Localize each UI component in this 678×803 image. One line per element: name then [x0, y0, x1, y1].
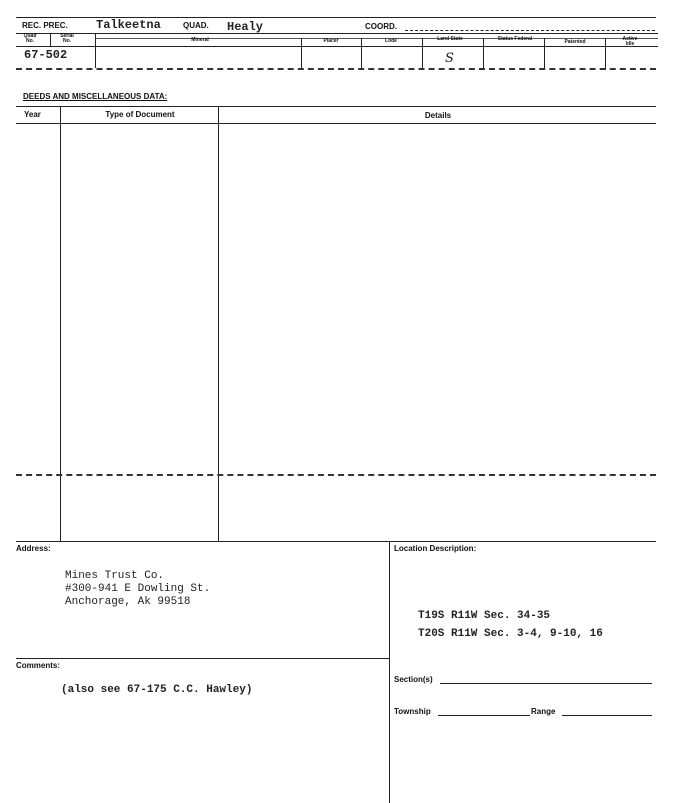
col-type-of-document: Type of Document	[105, 110, 175, 119]
column-header-bottom	[16, 46, 658, 47]
deeds-title: DEEDS AND MISCELLANEOUS DATA:	[23, 92, 168, 101]
record-row-dashed-rule	[16, 68, 656, 70]
deeds-header-bottom	[16, 123, 656, 124]
divider-land-state	[483, 38, 484, 70]
col-serial-no: Serial No.	[60, 33, 74, 44]
bottom-column-divider	[389, 541, 390, 803]
coord-line	[405, 30, 655, 31]
col-patented: Patented	[564, 39, 586, 45]
divider-patented	[605, 38, 606, 70]
comments-top-rule	[16, 658, 389, 659]
divider-status	[544, 38, 545, 70]
comments-text: (also see 67-175 C.C. Hawley)	[61, 684, 253, 696]
col-status-federal: Status Federal	[497, 36, 533, 42]
rec-prec-label: REC. PREC.	[22, 21, 68, 30]
range-field[interactable]	[562, 715, 652, 716]
deeds-bottom-rule	[16, 541, 656, 542]
township-label: Township	[394, 707, 431, 716]
divider-quad	[50, 33, 51, 46]
col-active-idle: Active Idle	[622, 36, 638, 47]
col-lode: Lode	[385, 38, 397, 44]
divider-placer	[361, 38, 362, 70]
location-label: Location Description:	[394, 544, 477, 553]
address-line-3: Anchorage, Ak 99518	[65, 596, 191, 608]
rec-prec-value: Talkeetna	[96, 18, 161, 32]
deeds-dashed-rule	[16, 474, 656, 476]
col-mineral: Mineral	[191, 37, 209, 43]
coord-label: COORD.	[365, 22, 397, 31]
divider-mineral	[301, 38, 302, 70]
range-label: Range	[531, 707, 556, 716]
column-header-top	[16, 33, 658, 34]
col-year: Year	[24, 110, 41, 119]
col-placer: Placer	[323, 38, 339, 44]
divider-serial	[95, 33, 96, 68]
col-land-state: Land State	[437, 36, 463, 42]
quad-no-value: 67-502	[24, 48, 68, 62]
deeds-top-rule	[16, 106, 656, 107]
address-line-2: #300-941 E Dowling St.	[65, 583, 211, 595]
quad-label: QUAD.	[183, 21, 209, 30]
section-field[interactable]	[440, 683, 652, 684]
col-quad-no: Quad No.	[23, 33, 37, 44]
quad-value: Healy	[227, 20, 264, 34]
section-label: Section(s)	[394, 675, 433, 684]
location-line-2: T20S R11W Sec. 3-4, 9-10, 16	[418, 628, 603, 640]
address-line-1: Mines Trust Co.	[65, 570, 165, 582]
col-details: Details	[424, 111, 452, 120]
address-label: Address:	[16, 544, 51, 553]
location-line-1: T19S R11W Sec. 34-35	[418, 610, 551, 622]
divider-lode	[422, 38, 423, 70]
township-field[interactable]	[438, 715, 530, 716]
land-state-mark: S	[445, 51, 454, 66]
comments-label: Comments:	[16, 661, 61, 670]
